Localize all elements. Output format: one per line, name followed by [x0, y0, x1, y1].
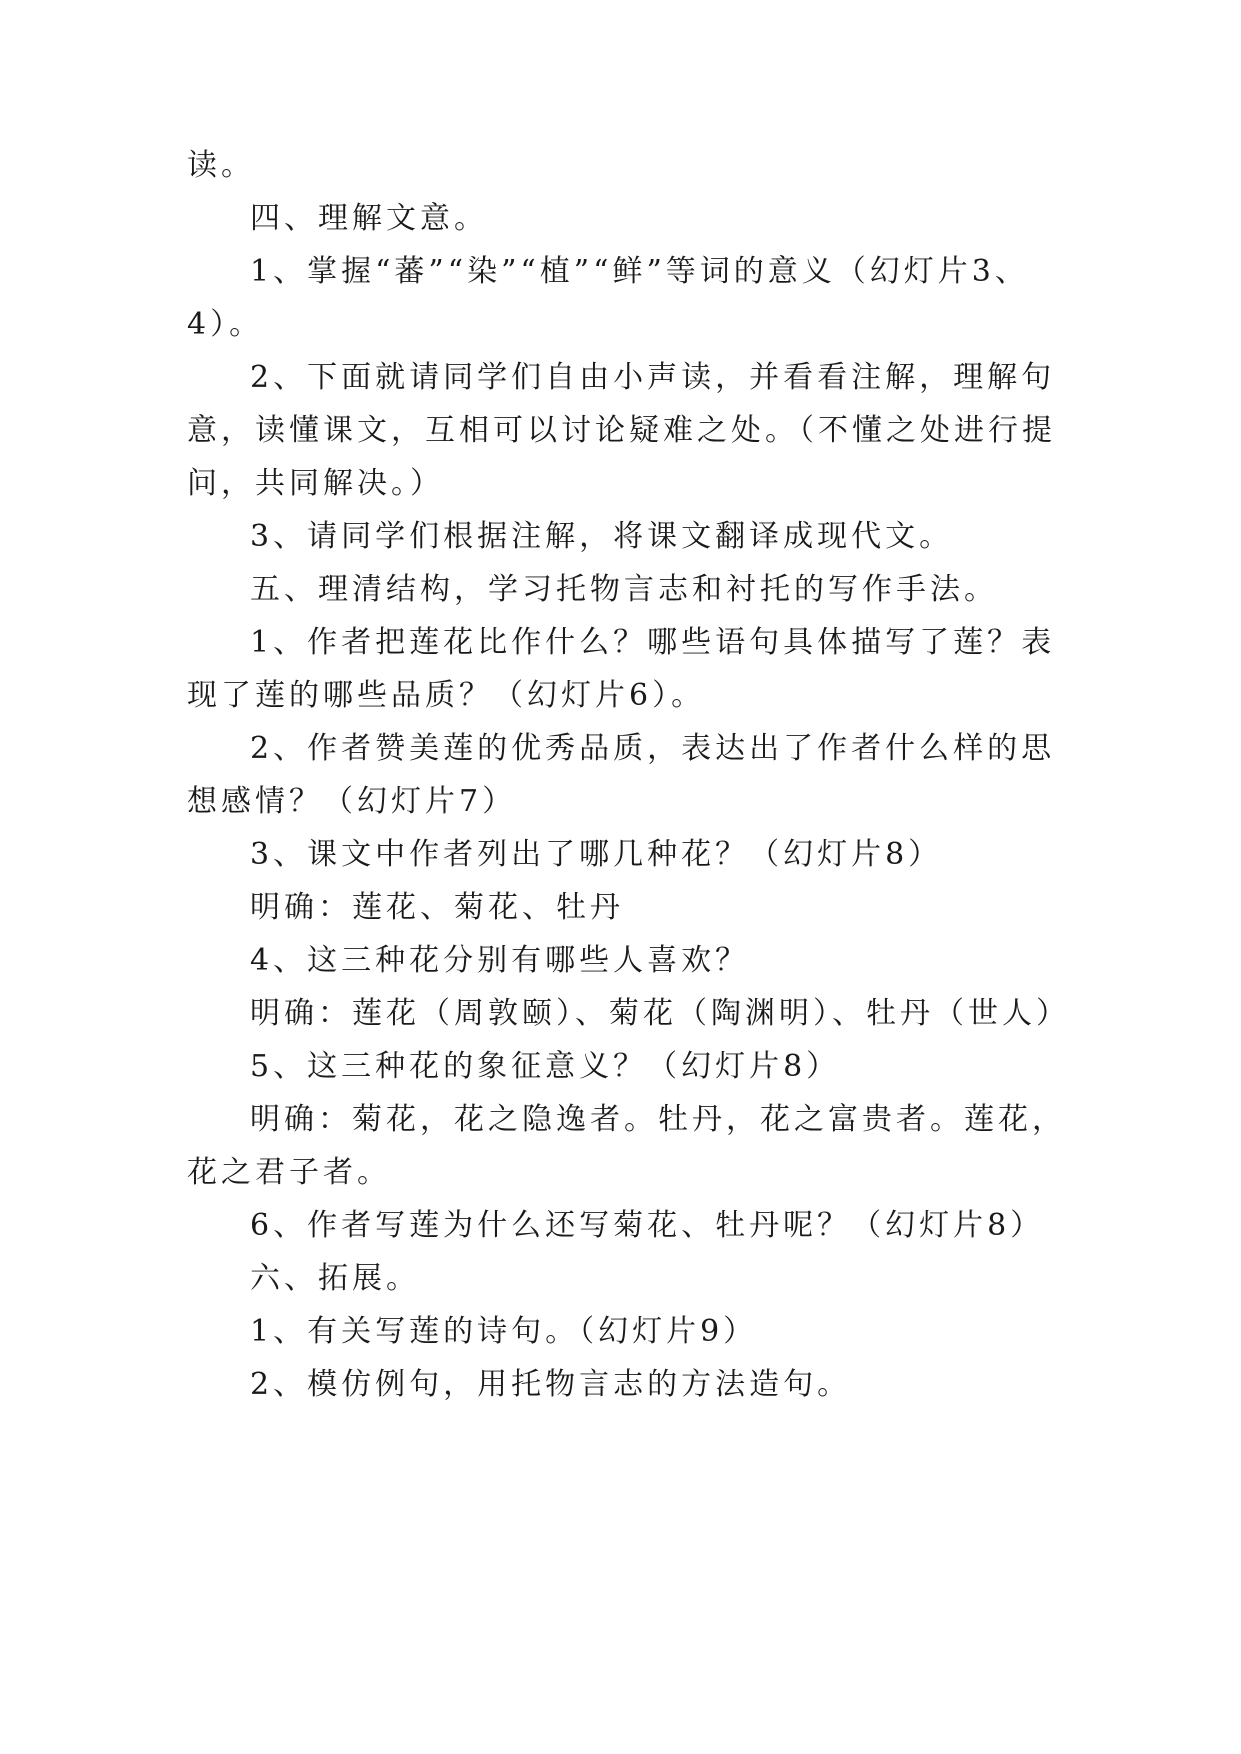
text-line: 2、作者赞美莲的优秀品质，表达出了作者什么样的思 — [250, 731, 1056, 766]
text-line: 1、作者把莲花比作什么？哪些语句具体描写了莲？表 — [250, 625, 1056, 660]
text-line: 明确：莲花、菊花、牡丹 — [250, 890, 624, 925]
text-line: 3、请同学们根据注解，将课文翻译成现代文。 — [250, 519, 954, 554]
text-line: 4、这三种花分别有哪些人喜欢？ — [250, 943, 750, 978]
text-line: 3、课文中作者列出了哪几种花？（幻灯片8） — [250, 837, 943, 872]
text-line: 想感情？（幻灯片7） — [187, 784, 517, 819]
text-line: 读。 — [187, 148, 255, 183]
text-line: 4）。 — [187, 307, 264, 342]
text-line: 现了莲的哪些品质？（幻灯片6）。 — [187, 678, 706, 713]
text-line: 1、掌握“蕃”“染”“植”“鲜”等词的意义（幻灯片3、 — [250, 254, 1029, 289]
text-line: 意，读懂课文，互相可以讨论疑难之处。（不懂之处进行提 — [187, 413, 1056, 448]
section-heading: 四、理解文意。 — [250, 201, 488, 236]
text-line: 5、这三种花的象征意义？（幻灯片8） — [250, 1049, 841, 1084]
text-line: 明确：莲花（周敦颐）、菊花（陶渊明）、牡丹（世人） — [250, 996, 1070, 1031]
text-line: 2、下面就请同学们自由小声读，并看看注解，理解句 — [250, 360, 1056, 395]
section-heading: 六、拓展。 — [250, 1261, 420, 1296]
section-heading: 五、理清结构，学习托物言志和衬托的写作手法。 — [250, 572, 998, 607]
text-line: 1、有关写莲的诗句。（幻灯片9） — [250, 1314, 758, 1349]
text-line: 6、作者写莲为什么还写菊花、牡丹呢？（幻灯片8） — [250, 1208, 1045, 1243]
text-line: 明确：菊花，花之隐逸者。牡丹，花之富贵者。莲花， — [250, 1102, 1066, 1137]
text-line: 花之君子者。 — [187, 1155, 391, 1190]
text-line: 2、模仿例句，用托物言志的方法造句。 — [250, 1367, 852, 1402]
text-line: 问，共同解决。） — [187, 466, 444, 501]
